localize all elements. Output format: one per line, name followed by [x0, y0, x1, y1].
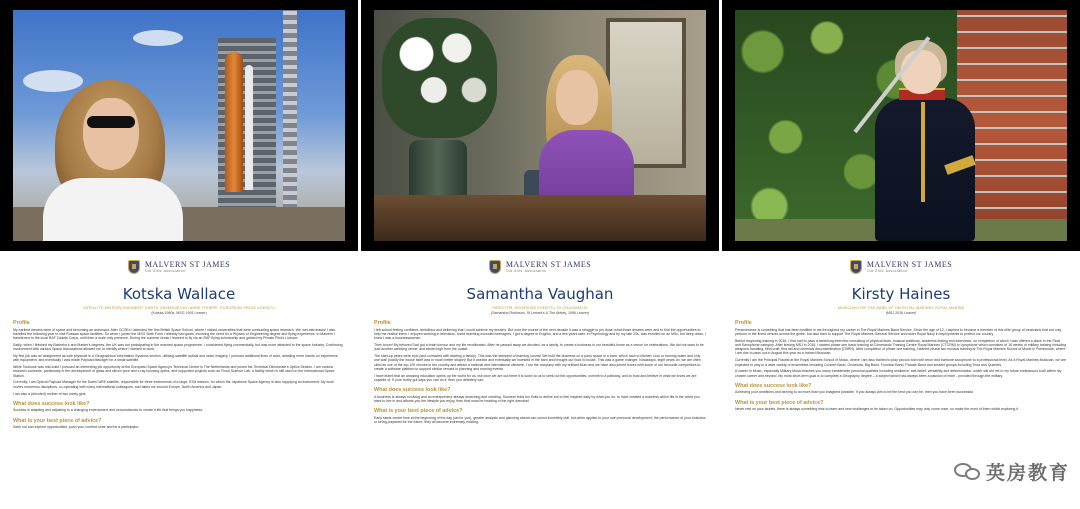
success-heading: What does success look like? [735, 382, 812, 389]
profile-paragraph: Currently I am the Principal Flautist at the Royal Marines School of Music, where I am also trained to play piccolo and both tenor and baritone saxophone to a professional level. As a Royal Marines Musician, we are expected to play in a wide variety of ensembles including Concert Band, Orchestra, Big Band, Function Band, Parade Band and smaller groups including Trios and Quartets. [735, 358, 1066, 367]
crest-icon [489, 260, 501, 274]
advice-text: Never rest on your laurels, there is always something else to learn and new challenges to be taken on. Opportunities may only come once, so make the most of them whilst exploring it. [735, 407, 1020, 412]
advice-heading: What is your best piece of advice? [735, 399, 824, 406]
profile-paragraph: I am also a (devoted) mother of two lovely girls. [13, 391, 87, 396]
advice-heading: What is your best piece of advice? [374, 408, 463, 415]
profile-paragraph: My first job was an assignment as sole physicist in a Geographical Information Systems section, utilising satellite optical and radar imagery. I pursued additional lines of work, detailing more hands-on experience with equipment, and eventually I was made Payload Manager for a small satellite. [13, 353, 338, 363]
success-heading: What does success look like? [13, 400, 90, 407]
success-text: Success is adapting and adjusting to a changing environment and circumstances to create a life that brings you happiness. [13, 408, 204, 413]
logo-subtitle: Old Girls' Association [505, 268, 547, 273]
advice-text: Seek out and explore opportunities, push your comfort zone and be a participator. [13, 425, 140, 430]
person-years: (Kotska 1980s, MSG 1991 Leaver) [151, 311, 207, 315]
success-text: Achieving your ambitions and striving to do more than you imagined possible. If you always aim to be the best you can be, then you have been successful. [735, 390, 974, 395]
school-logo [735, 258, 1067, 276]
crest-icon [128, 260, 140, 274]
watermark-text: 英房教育 [985, 462, 1070, 484]
portrait-photo [13, 10, 345, 241]
logo-subtitle: Old Girls' Association [866, 268, 908, 273]
profile-paragraph: Currently, I am Optical Payload Manager for the EarthCARE satellite, responsible for three instruments of a large, ESA mission, for which the Japanese Space Agency is also supplying an instrument. My work covers numerous disciplines, co-operating with many international colleagues, and takes me around Europe, North America and Japan. [13, 380, 334, 389]
person-role: SATELLITE MISSION ENGINEER, EARTH OBSERVATION (ANNE THORPE, EUROPEAN SPACE AGENCY) [83, 306, 275, 310]
profile-paragraph: The start-up years were epic (and coincided with starting a family). This was the steepest of learning curves! We built the business on a party space in a barn, which had no kitchen, loos or running water and only one wall (luckily the house itself was in much better shape)! But it worked and eventually we invested in the barn and brought our food in-house. This was a game changer. Nowadays, eight years on, we are often cited as one of the top 100 venues in the country and attract a national and international clientele. I run the company with my brilliant Mum and we have also joined forces with some of our favourite competitors to create a software platform to support similar venues in planning and running events. [374, 353, 701, 371]
poster-kotska-wallace [0, 0, 358, 509]
wechat-icon [954, 461, 982, 483]
person-years: (MSJ 2016 Leaver) [885, 311, 917, 315]
person-name: Samantha Vaughan [466, 285, 614, 303]
profile-heading: Profile [735, 320, 752, 326]
success-heading: What does success look like? [374, 387, 451, 394]
advice-text: Early starts centre time at the beginning of the day just for you), greater analysis and planning ahead can sound incredibly dull, but when applied to your own personal development, the performance of your business or being prepared for the future, they all become extremely exciting. [374, 415, 706, 425]
profile-paragraph: Perseverance is something that has been instilled in me throughout my career in The Royal Marines Band Service. Since the age of 12, I aspired to become a member of this elite group of musicians that not only perform in the finest venues across the globe, but also train to support The Royal Marines General Service and wider Royal Navy in deployments to protect our country. [735, 327, 1062, 336]
photo-frame [722, 0, 1080, 251]
watermark [954, 458, 1070, 485]
school-logo [374, 258, 706, 276]
profile-paragraph: I left school feeling confident, ambitious and believing that I could achieve my dreams. But over the course of the next decade it was a struggle to pin down what those dreams were and to find the opportunities to help me realise them. I enjoyed working in television, loved teaching excluded teenagers, I got a degree in English, and a few years later, in Psychology and by my late 20s, was enrolled on an MSc, but deep down, I knew I was a businesswoman. [374, 327, 706, 341]
portrait-photo [374, 10, 706, 241]
profile-paragraph: While Toulouse was mid-build I pursued an interesting job opportunity at the European Space Agency's Technical Centre in The Netherlands and joined the Technical Directorate's Optics Section. I am various research contracts, particularly in the development of glass and silicon pore and x-ray focusing optics, and supported projects such as Flood Science Lab, a facility which is still used on the International Space Station. [13, 365, 335, 378]
person-role: DIRECTOR, RIVERSIDE EVENTS LTD (VAUGHAN'S) [492, 306, 588, 310]
person-name: Kotska Wallace [122, 285, 236, 303]
logo-org-name: MALVERN ST JAMES [866, 259, 953, 269]
profile-paragraph: I have learnt that an amazing education opens up the world for us, but once we are out there it is down to us to seek out the opportunities, commit to a pathway, and to trust and believe in what we know we are capable of. If your truthy gut says you can do it, then you definitely can. [374, 373, 697, 382]
profile-text-block [374, 258, 706, 505]
photo-frame [0, 0, 358, 251]
profile-paragraph: Before beginning training in 2016, I first had to pass a weeklong interview consisting of physical tests, musical auditions, academic testing and interviews, on completion of which I was offered a place in the Flute and Saxophone category. After leaving MSJ in 2016, I started phase one basic training at Commando Training Centre Royal Marines (CTCRM) in Lympstone which consisted of 16 weeks of military training including weapons handling, field craft, first aid and chemical decontamination (CBRN). After completion of phase one training, I started phase two musical training at The Royal Marines School of Music in Portsmouth, where I am due to pass out in August this year as a trained Musician. [735, 338, 1067, 356]
poster-kirsty-haines [722, 0, 1080, 509]
profile-paragraph: Sadly, when I finished my Bachelor's and Master's degrees, the UK was not participating in the manned space programme. I considered flying commercially, but was more attracted to the space industry. Continuing involvement with various Space Associations allowed me to identify where I wanted to work. [13, 342, 343, 352]
person-name: Kirsty Haines [851, 285, 951, 303]
logo-org-name: MALVERN ST JAMES [505, 259, 592, 269]
logo-org-name: MALVERN ST JAMES [144, 259, 231, 269]
profile-paragraph: My earliest dreams were of space and becoming an astronaut. After GCSEs I attended the first British Space School, where I visited universities that were conducting space research. We met astronauts! I also travelled the following year to visit Russian space facilities. So when I joined the MSG Sixth Form I already had goals, involving the need for a Physics or Engineering degree and flying experience. In Malvern I transferred to the local RAF Cadets Corps, until then a male only preserve. During the summer break I learned to fly via an RAF flying scholarship and gained my Private Pilot's Licence. [13, 327, 336, 341]
profile-heading: Profile [13, 320, 30, 326]
portrait-photo [735, 10, 1067, 241]
photo-frame [361, 0, 719, 251]
profile-heading: Profile [374, 320, 391, 326]
poster-samantha-vaughan [361, 0, 719, 509]
profile-text-block [13, 258, 345, 505]
school-logo [13, 258, 345, 276]
person-role: MUSICIAN FOR THE BAND OF HM ROYAL MARINES ROYAL MARINE [837, 306, 965, 310]
person-years: (Samantha Robinson, St Lenard's & The Abbey, 1996 Leaver) [490, 311, 590, 315]
crest-icon [850, 260, 862, 274]
advice-heading: What is your best piece of advice? [13, 417, 102, 424]
profile-paragraph: Then boom! My beloved Dad got a brain tumour and my life recalibrated. After he passed away we decided, as a family, to create a business in our beautiful home as a venue for celebrations. We did not want to be 'just another wedding venue' and aimed high from the outset. [374, 342, 704, 352]
success-text: A business is always evolving and an entrepreneur always searching and creating. Success feels too finite to define but to feel inspired daily by what you do, to have created a business which fits in the world you want to live in and affords you the lifestyle you enjoy, then that must be heading in the right direction! [374, 394, 700, 404]
profile-paragraph: A career in Music, especially Military Music teaches you many transferable personal qualities including resilience, self-belief, versatility and determination, which will aid me in my future endeavours both within my chosen career and beyond. My most short-term goal is to complete a Geography degree – a subject which has always been a passion of mine - provided through the military. [735, 369, 1062, 378]
logo-subtitle: Old Girls' Association [144, 268, 186, 273]
